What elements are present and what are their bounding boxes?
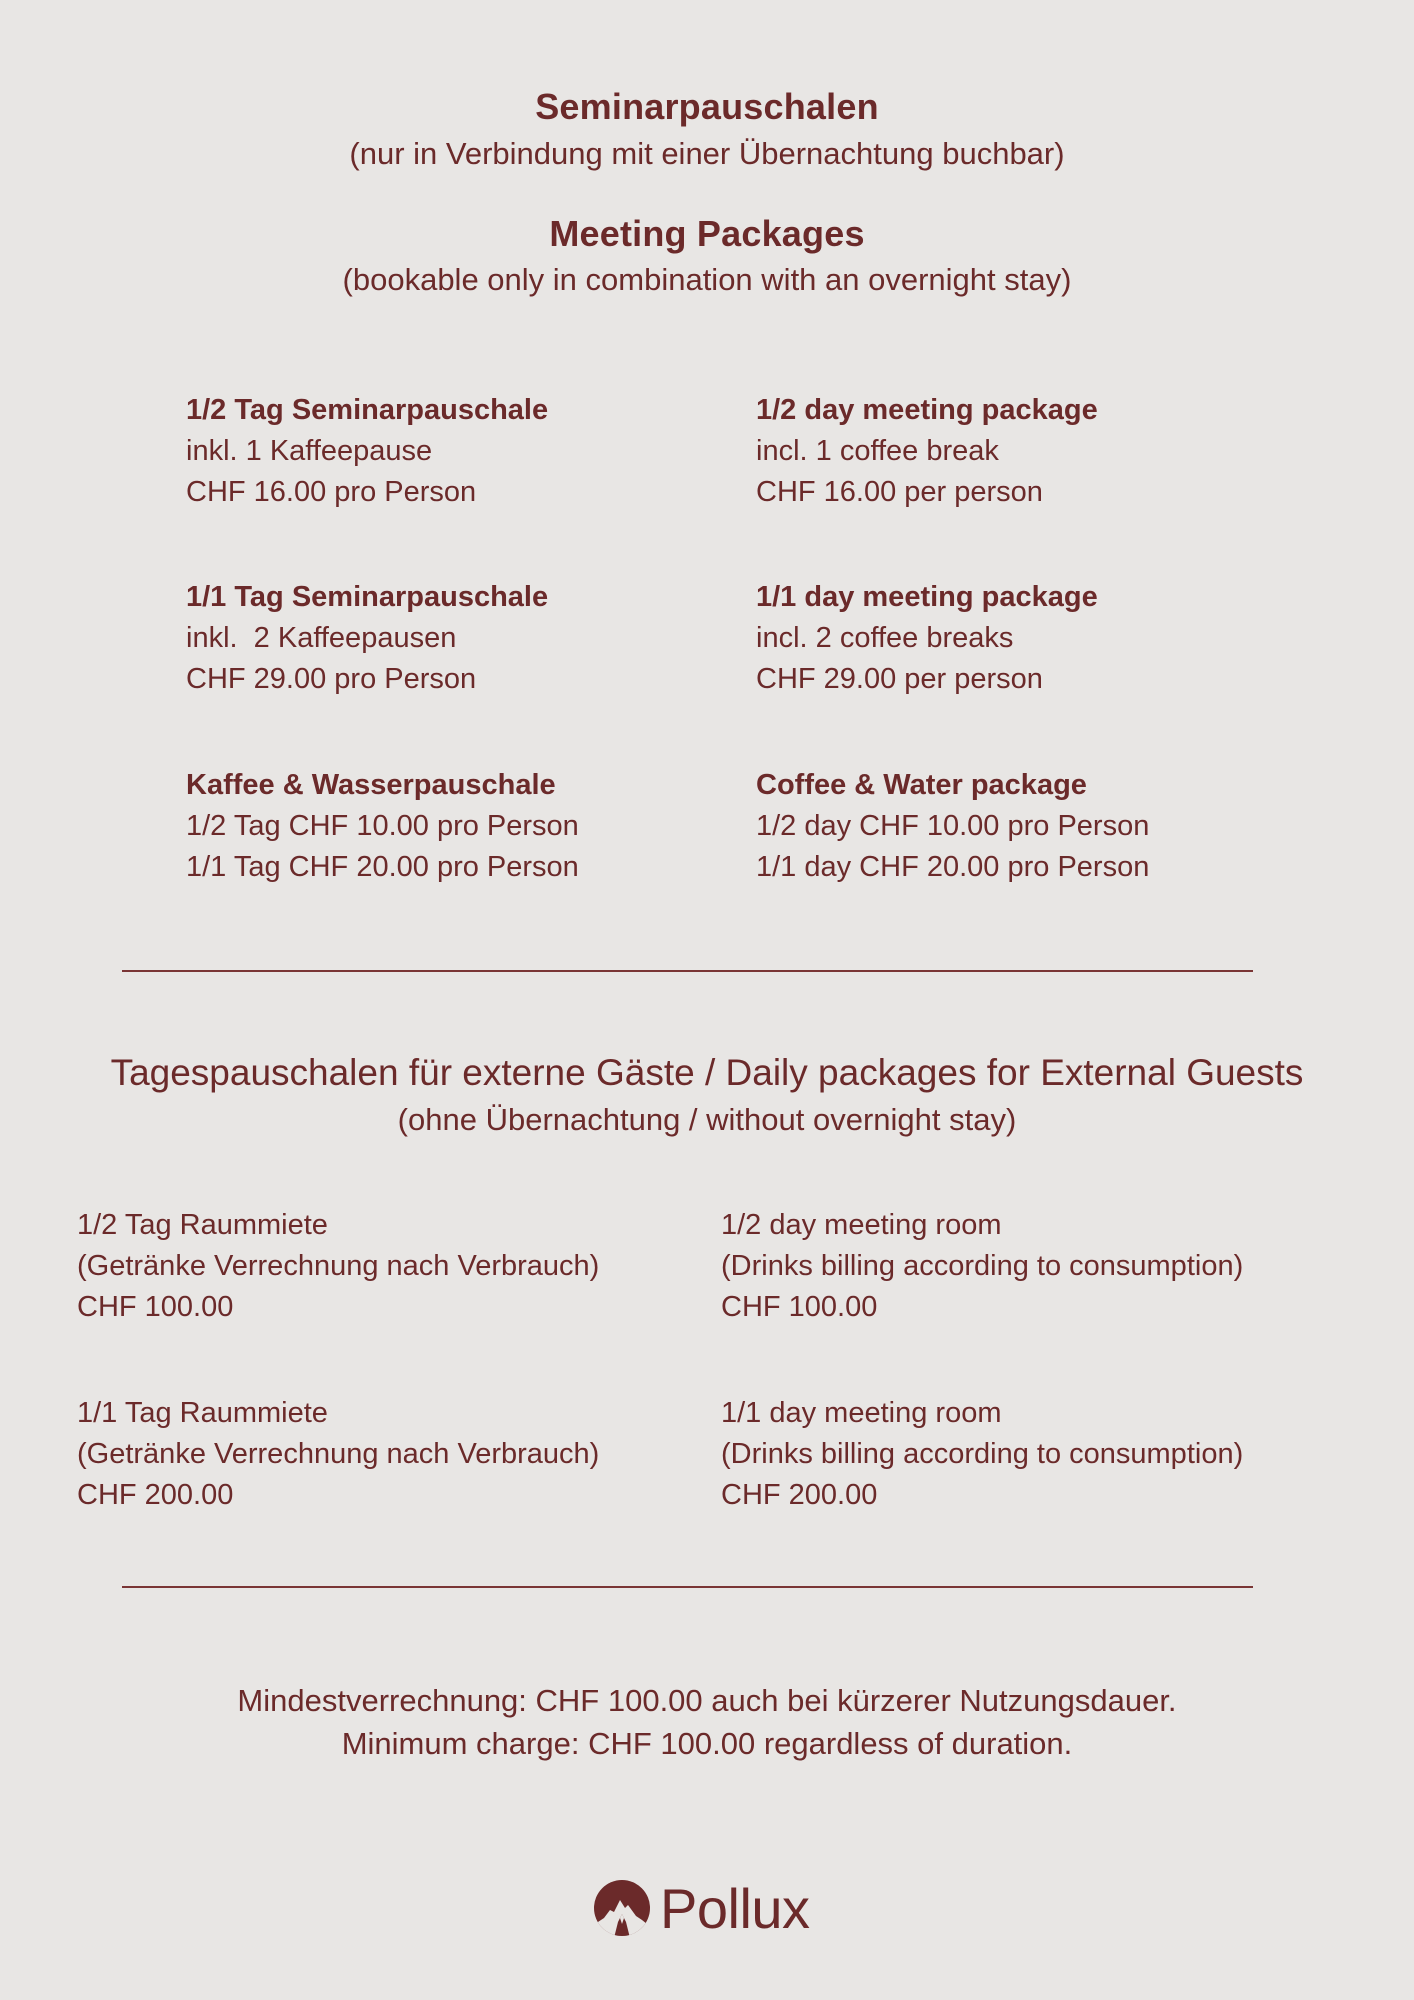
- room-price: CHF 200.00: [77, 1479, 234, 1511]
- package-heading: 1/2 day meeting package: [756, 394, 1098, 426]
- room-en-full-day: [721, 1393, 1243, 1516]
- package-en-half-day: [756, 390, 1098, 513]
- room-detail: (Getränke Verrechnung nach Verbrauch): [77, 1250, 600, 1282]
- package-en-full-day: [756, 577, 1098, 700]
- package-detail: 1/2 Tag CHF 10.00 pro Person: [186, 810, 579, 842]
- subtitle-de: (nur in Verbindung mit einer Übernachtung buchbar): [349, 136, 1065, 171]
- package-price: CHF 16.00 per person: [756, 476, 1043, 508]
- logo-wordmark: Pollux: [660, 1876, 810, 1940]
- room-en-half-day: [721, 1205, 1243, 1328]
- package-price: CHF 16.00 pro Person: [186, 476, 477, 508]
- package-price: 1/1 day CHF 20.00 pro Person: [756, 851, 1150, 883]
- minimum-charge-de: Mindestverrechnung: CHF 100.00 auch bei kürzerer Nutzungsdauer.: [237, 1683, 1177, 1718]
- room-price: CHF 200.00: [721, 1479, 878, 1511]
- package-detail: 1/2 day CHF 10.00 pro Person: [756, 810, 1150, 842]
- room-detail: (Drinks billing according to consumption): [721, 1438, 1244, 1470]
- room-price: CHF 100.00: [721, 1291, 878, 1323]
- package-heading: 1/2 Tag Seminarpauschale: [186, 394, 549, 426]
- divider: [122, 1586, 1253, 1588]
- divider: [122, 970, 1253, 972]
- pollux-logo: [592, 1873, 810, 1943]
- room-price: CHF 100.00: [77, 1291, 234, 1323]
- external-title: Tagespauschalen für externe Gäste / Daily packages for External Guests: [110, 1052, 1304, 1093]
- package-detail: inkl. 2 Kaffeepausen: [186, 622, 457, 654]
- mountain-logo-icon: [592, 1878, 652, 1938]
- package-de-full-day: [186, 577, 548, 700]
- title-de: Seminarpauschalen: [535, 86, 879, 127]
- package-detail: inkl. 1 Kaffeepause: [186, 435, 433, 467]
- room-detail: (Getränke Verrechnung nach Verbrauch): [77, 1438, 600, 1470]
- package-price: 1/1 Tag CHF 20.00 pro Person: [186, 851, 579, 883]
- room-heading: 1/1 day meeting room: [721, 1397, 1002, 1429]
- package-detail: incl. 2 coffee breaks: [756, 622, 1014, 654]
- package-heading: 1/1 Tag Seminarpauschale: [186, 581, 549, 613]
- title-en: Meeting Packages: [549, 213, 865, 254]
- room-heading: 1/2 Tag Raummiete: [77, 1209, 328, 1241]
- minimum-charge-en: Minimum charge: CHF 100.00 regardless of duration.: [341, 1726, 1073, 1761]
- package-heading: Kaffee & Wasserpauschale: [186, 769, 556, 801]
- package-heading: Coffee & Water package: [756, 769, 1087, 801]
- room-de-full-day: [77, 1393, 599, 1516]
- package-de-coffee-water: [186, 765, 579, 888]
- room-detail: (Drinks billing according to consumption): [721, 1250, 1244, 1282]
- package-en-coffee-water: [756, 765, 1149, 888]
- package-price: CHF 29.00 per person: [756, 663, 1043, 695]
- package-detail: incl. 1 coffee break: [756, 435, 999, 467]
- package-price: CHF 29.00 pro Person: [186, 663, 477, 695]
- room-de-half-day: [77, 1205, 599, 1328]
- package-heading: 1/1 day meeting package: [756, 581, 1098, 613]
- room-heading: 1/1 Tag Raummiete: [77, 1397, 328, 1429]
- subtitle-en: (bookable only in combination with an overnight stay): [342, 262, 1072, 297]
- room-heading: 1/2 day meeting room: [721, 1209, 1002, 1241]
- package-de-half-day: [186, 390, 548, 513]
- external-subtitle: (ohne Übernachtung / without overnight stay): [397, 1102, 1017, 1137]
